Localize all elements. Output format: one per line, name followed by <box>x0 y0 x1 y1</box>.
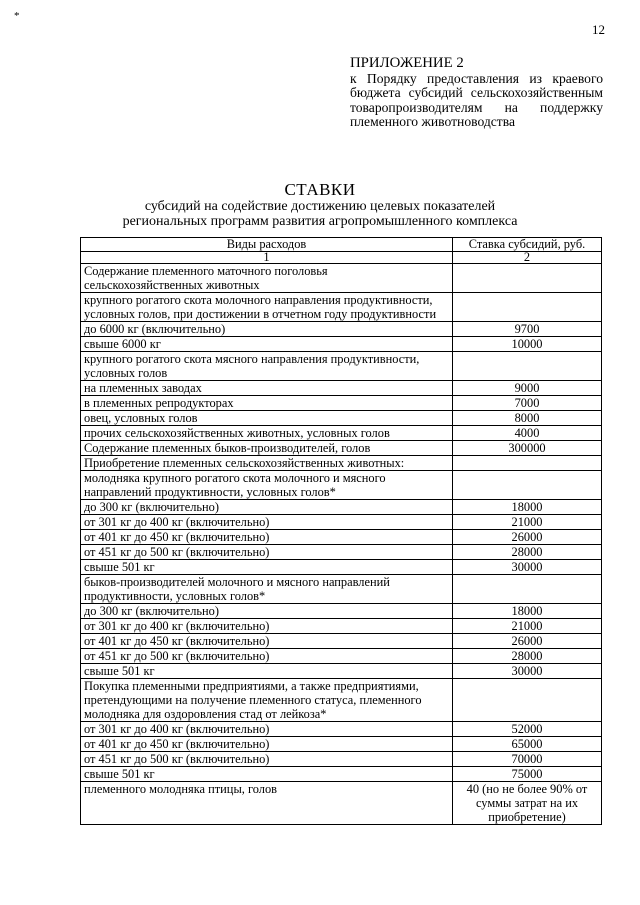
row-value <box>453 678 602 721</box>
row-value: 65000 <box>453 736 602 751</box>
table-row <box>81 618 602 633</box>
column-number-row <box>81 251 602 263</box>
table-row <box>81 736 602 751</box>
row-label: свыше 501 кг <box>81 663 453 678</box>
row-value <box>453 292 602 321</box>
row-label: от 301 кг до 400 кг (включительно) <box>81 721 453 736</box>
document-heading <box>0 180 640 229</box>
table-row <box>81 751 602 766</box>
table-row <box>81 633 602 648</box>
row-value: 21000 <box>453 618 602 633</box>
row-label: от 401 кг до 450 кг (включительно) <box>81 736 453 751</box>
row-value <box>453 470 602 499</box>
row-value: 300000 <box>453 440 602 455</box>
heading-subtitle-line2: региональных программ развития агропромышленного комплекса <box>122 214 518 229</box>
table-row <box>81 455 602 470</box>
table-row <box>81 766 602 781</box>
row-label: Содержание племенного маточного поголовья сельскохозяйственных животных <box>81 263 453 292</box>
table-row <box>81 470 602 499</box>
row-label: на племенных заводах <box>81 380 453 395</box>
row-value: 26000 <box>453 529 602 544</box>
row-label: от 401 кг до 450 кг (включительно) <box>81 529 453 544</box>
table-row <box>81 678 602 721</box>
row-value: 26000 <box>453 633 602 648</box>
corner-mark: * <box>14 10 20 22</box>
table-row <box>81 574 602 603</box>
row-value: 18000 <box>453 603 602 618</box>
table-row <box>81 292 602 321</box>
table-row <box>81 321 602 336</box>
row-value: 10000 <box>453 336 602 351</box>
row-value <box>453 455 602 470</box>
row-label: до 300 кг (включительно) <box>81 499 453 514</box>
row-value <box>453 351 602 380</box>
row-label: овец, условных голов <box>81 410 453 425</box>
row-value: 75000 <box>453 766 602 781</box>
row-label: до 300 кг (включительно) <box>81 603 453 618</box>
table-row <box>81 663 602 678</box>
row-label: от 451 кг до 500 кг (включительно) <box>81 544 453 559</box>
row-label: от 301 кг до 400 кг (включительно) <box>81 514 453 529</box>
row-label: свыше 6000 кг <box>81 336 453 351</box>
table-row <box>81 336 602 351</box>
table-row <box>81 410 602 425</box>
table-row <box>81 544 602 559</box>
heading-subtitle-line1: субсидий на содействие достижению целевых показателей <box>144 199 496 214</box>
table-row <box>81 351 602 380</box>
row-label: от 451 кг до 500 кг (включительно) <box>81 648 453 663</box>
table-row <box>81 499 602 514</box>
row-label: от 401 кг до 450 кг (включительно) <box>81 633 453 648</box>
row-value: 18000 <box>453 499 602 514</box>
row-label: в племенных репродукторах <box>81 395 453 410</box>
row-value: 9700 <box>453 321 602 336</box>
appendix-title: ПРИЛОЖЕНИЕ 2 <box>350 55 464 71</box>
row-value: 52000 <box>453 721 602 736</box>
table-row <box>81 380 602 395</box>
row-value <box>453 574 602 603</box>
row-value: 70000 <box>453 751 602 766</box>
table-row <box>81 440 602 455</box>
row-value: 40 (но не более 90% от суммы затрат на их приобретение) <box>453 781 602 824</box>
row-value: 9000 <box>453 380 602 395</box>
row-label: прочих сельскохозяйственных животных, условных голов <box>81 425 453 440</box>
row-label: Покупка племенными предприятиями, а также предприятиями, претендующими на получение племенного статуса, племенного молодняка для оздоровления стад от лейкоза* <box>81 678 453 721</box>
table-row <box>81 781 602 824</box>
row-label: свыше 501 кг <box>81 559 453 574</box>
table-body <box>81 263 602 824</box>
table-row <box>81 395 602 410</box>
table-row <box>81 425 602 440</box>
page-number: 12 <box>592 22 605 37</box>
row-label: крупного рогатого скота молочного направления продуктивности, условных голов, при достижении в отчетном году продуктивности <box>81 292 453 321</box>
row-value: 4000 <box>453 425 602 440</box>
row-value <box>453 263 602 292</box>
rates-table <box>80 237 602 825</box>
row-value: 28000 <box>453 648 602 663</box>
table-row <box>81 648 602 663</box>
row-label: быков-производителей молочного и мясного направлений продуктивности, условных голов* <box>81 574 453 603</box>
table-row <box>81 263 602 292</box>
column-number: 2 <box>453 251 602 263</box>
row-value: 28000 <box>453 544 602 559</box>
row-value: 21000 <box>453 514 602 529</box>
table-row <box>81 514 602 529</box>
table-row <box>81 559 602 574</box>
appendix-body: к Порядку предоставления из краевого бюджета субсидий сельскохозяйственным товаропроизводителям на поддержку племенного животноводства <box>350 70 603 130</box>
header-expense-types: Виды расходов <box>81 238 453 252</box>
table-row <box>81 603 602 618</box>
row-label: молодняка крупного рогатого скота молочного и мясного направлений продуктивности, условных голов* <box>81 470 453 499</box>
row-label: свыше 501 кг <box>81 766 453 781</box>
row-label: крупного рогатого скота мясного направления продуктивности, условных голов <box>81 351 453 380</box>
row-label: племенного молодняка птицы, голов <box>81 781 453 824</box>
row-label: от 301 кг до 400 кг (включительно) <box>81 618 453 633</box>
table-row <box>81 529 602 544</box>
row-label: от 451 кг до 500 кг (включительно) <box>81 751 453 766</box>
table-row <box>81 721 602 736</box>
row-label: до 6000 кг (включительно) <box>81 321 453 336</box>
table-header-row <box>81 238 602 252</box>
row-label: Содержание племенных быков-производителей, голов <box>81 440 453 455</box>
column-number: 1 <box>81 251 453 263</box>
heading-title: СТАВКИ <box>284 180 356 199</box>
row-value: 30000 <box>453 663 602 678</box>
row-value: 8000 <box>453 410 602 425</box>
row-value: 7000 <box>453 395 602 410</box>
row-label: Приобретение племенных сельскохозяйственных животных: <box>81 455 453 470</box>
appendix-block <box>350 56 603 130</box>
row-value: 30000 <box>453 559 602 574</box>
header-subsidy-rate: Ставка субсидий, руб. <box>453 238 602 252</box>
